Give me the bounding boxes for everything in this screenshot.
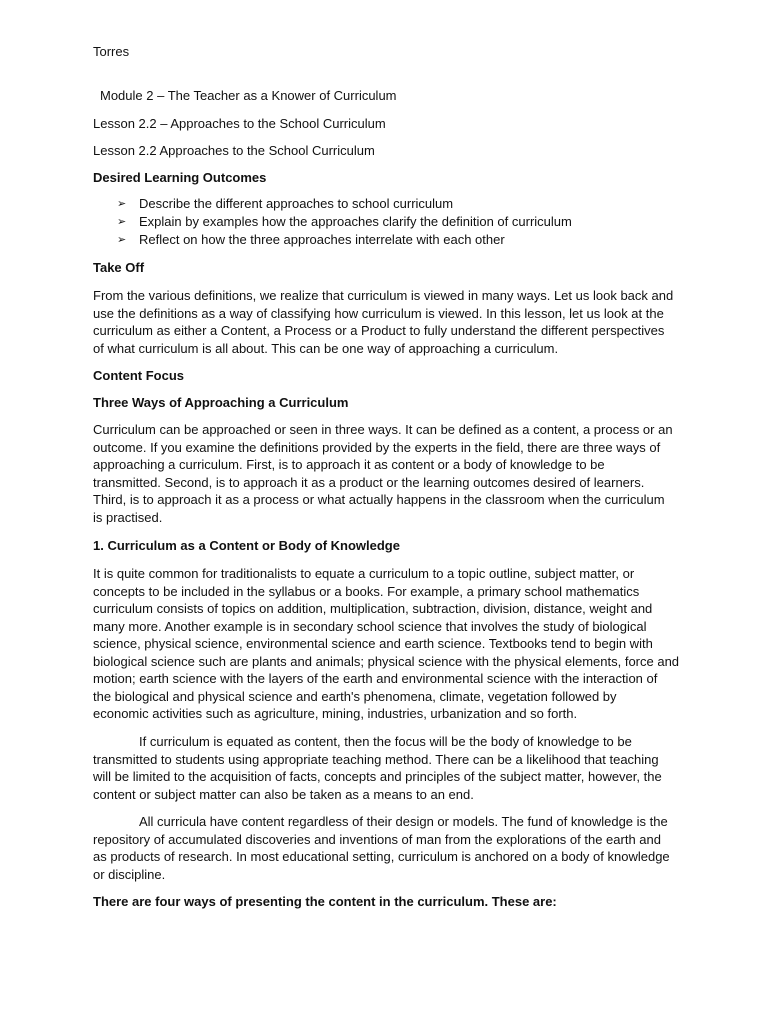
paragraph-line: biological science such are plants and animals; physical science with the physical elements, force and: [93, 653, 680, 669]
paragraph-line: content or subject matter can also be taken as a means to an end.: [93, 786, 474, 802]
author-header: Torres: [93, 44, 130, 59]
outcomes-list: [117, 195, 572, 249]
list-item: [117, 195, 572, 213]
paragraph-line: use the definitions as a way of classifying how curriculum is viewed. In this lesson, let us look at the: [93, 305, 664, 321]
paragraph-line: of what curriculum is all about. This can be one way of approaching a curriculum.: [93, 340, 559, 356]
section1-paragraph: [93, 565, 678, 723]
paragraph-line: curriculum consists of topics on addition, multiplication, subtraction, division, distance, weight and: [93, 601, 653, 616]
three-ways-paragraph: [93, 421, 678, 526]
paragraph-line: Curriculum can be approached or seen in three ways. It can be defined as a content, a process or an: [93, 422, 673, 437]
takeoff-heading: Take Off: [93, 260, 145, 275]
paragraph-line: If curriculum is equated as content, then the focus will be the body of knowledge to be: [139, 734, 632, 749]
paragraph-line: concepts to be included in the syllabus or a books. For example, a primary school mathematics: [93, 583, 640, 599]
lesson-subtitle: Lesson 2.2 Approaches to the School Curriculum: [93, 143, 375, 158]
list-item: [117, 231, 572, 249]
paragraph-line: science, physical science, environmental science and earth science. Textbooks tend to begin with: [93, 636, 653, 651]
paragraph-line: All curricula have content regardless of their design or models. The fund of knowledge is the: [139, 814, 668, 829]
outcomes-heading: Desired Learning Outcomes: [93, 170, 267, 185]
outcome-text: Reflect on how the three approaches interrelate with each other: [139, 232, 505, 247]
paragraph-line: is practised.: [93, 509, 163, 525]
paragraph-line: From the various definitions, we realize that curriculum is viewed in many ways. Let us look back and: [93, 288, 674, 303]
outcome-text: Describe the different approaches to school curriculum: [139, 196, 454, 211]
content-focus-heading: Content Focus: [93, 368, 184, 383]
arrowhead-bullet-icon: ➢: [117, 234, 127, 246]
paragraph-line: repository of accumulated discoveries and inventions of man from the explorations of the earth and: [93, 831, 661, 847]
four-ways-heading: There are four ways of presenting the content in the curriculum. These are:: [93, 894, 557, 909]
paragraph-line: many more. Another example is in secondary school science that involves the study of biological: [93, 618, 647, 634]
module-title: Module 2 – The Teacher as a Knower of Curriculum: [100, 88, 397, 103]
paragraph-line: economic activities such as agriculture, mining, industries, urbanization and so forth.: [93, 706, 578, 721]
paragraph-line: transmitted. Second, is to approach it as a product or the learning outcomes desired of learners.: [93, 474, 645, 490]
paragraph-line: motion; earth science with the layers of the earth and environmental science with the interaction of: [93, 671, 658, 686]
paragraph-line: or discipline.: [93, 866, 166, 882]
paragraph-line: approaching a curriculum. First, is to approach it as content or a body of knowledge to be: [93, 457, 605, 472]
section1-heading: 1. Curriculum as a Content or Body of Knowledge: [93, 538, 400, 553]
paragraph-line: Third, is to approach it as a process or what actually happens in the classroom when the curriculum: [93, 492, 665, 507]
paragraph-line: It is quite common for traditionalists to equate a curriculum to a topic outline, subject matter, or: [93, 566, 635, 581]
paragraph-line: the biological and physical science and earth's phenomena, climate, vegetation followed by: [93, 688, 617, 704]
lesson-title: Lesson 2.2 – Approaches to the School Curriculum: [93, 116, 386, 131]
curricula-paragraph: [93, 813, 678, 883]
outcome-text: Explain by examples how the approaches clarify the definition of curriculum: [139, 214, 572, 229]
list-item: [117, 213, 572, 231]
paragraph-line: outcome. If you examine the definitions provided by the experts in the field, there are three ways of: [93, 439, 661, 455]
arrowhead-bullet-icon: ➢: [117, 216, 127, 228]
takeoff-paragraph: [93, 287, 678, 357]
arrowhead-bullet-icon: ➢: [117, 198, 127, 210]
paragraph-line: transmitted to students using appropriate teaching method. There can be a likelihood that teaching: [93, 751, 659, 767]
paragraph-line: will be limited to the acquisition of facts, concepts and principles of the subject matter, however, the: [93, 769, 662, 784]
three-ways-heading: Three Ways of Approaching a Curriculum: [93, 395, 349, 410]
paragraph-line: as products of research. In most educational setting, curriculum is anchored on a body of knowledge: [93, 849, 670, 864]
focus-paragraph: [93, 733, 678, 803]
paragraph-line: curriculum as either a Content, a Process or a Product to fully understand the different perspectives: [93, 323, 665, 338]
